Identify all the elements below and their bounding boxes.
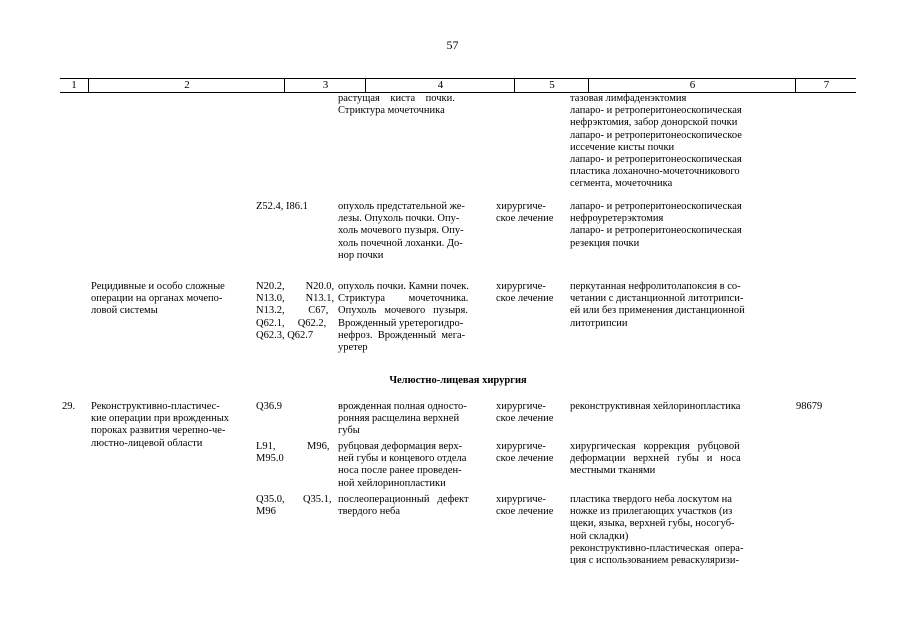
text-line: ское лечение: [496, 413, 554, 425]
text-line: ция с использованием реваскуляризи-: [570, 555, 739, 567]
text-line: ское лечение: [496, 506, 554, 518]
text-line: ское лечение: [496, 453, 554, 465]
text-line: хирургиче-: [496, 281, 546, 292]
procedure-name-cell: [91, 401, 229, 450]
text-line: литотрипсии: [570, 317, 628, 329]
text-line: ское лечение: [496, 213, 554, 225]
text-line: Z52.4, I86.1: [256, 201, 308, 212]
text-line: ной хейлоринопластики: [338, 477, 446, 489]
text-line: уретер: [338, 342, 368, 354]
text-line: L91, M96,: [256, 441, 330, 452]
text-line: лапаро- и ретроперитонеоскопическая: [570, 154, 742, 166]
method-cell: [570, 281, 745, 330]
section-title: Челюстно-лицевая хирургия: [389, 375, 527, 386]
diagnosis-cell: [338, 281, 469, 354]
text-line: деформации верхней губы и носа: [570, 453, 741, 465]
header-col-6: 6: [588, 79, 796, 92]
treatment-type-cell: [496, 201, 553, 225]
text-line: холь почечной лоханки. До-: [338, 237, 463, 249]
text-line: лапаро- и ретроперитонеоскопическое: [570, 129, 742, 141]
text-line: хирургиче-: [496, 201, 546, 212]
text-line: четании с дистанционной литотрипси-: [570, 293, 744, 305]
diagnosis-cell: [338, 93, 455, 117]
text-line: 98679: [796, 401, 823, 412]
text-line: люстно-лицевой области: [91, 437, 203, 449]
text-line: ское лечение: [496, 293, 554, 305]
cost-cell: [796, 401, 822, 413]
page-number: 57: [446, 38, 459, 52]
method-cell: [570, 441, 741, 478]
text-line: хирургиче-: [496, 441, 546, 452]
text-line: резекция почки: [570, 237, 640, 249]
text-line: Реконструктивно-пластичес-: [91, 401, 220, 412]
text-line: тазовая лимфаденэктомия: [570, 93, 687, 104]
text-line: Q62.1, Q62.2,: [256, 317, 327, 329]
text-line: хирургиче-: [496, 401, 546, 412]
text-line: Врожденный уретерогидро-: [338, 317, 464, 329]
diagnosis-cell: [338, 494, 469, 518]
icd-codes-cell: [256, 401, 282, 413]
text-line: холь мочевого пузыря. Опу-: [338, 225, 464, 237]
treatment-type-cell: [496, 441, 553, 465]
text-line: Q36.9: [256, 401, 282, 412]
header-col-1: 1: [71, 79, 77, 91]
text-line: M95.0: [256, 453, 284, 465]
text-line: местными тканями: [570, 465, 656, 477]
method-cell: [570, 494, 743, 567]
text-line: лапаро- и ретроперитонеоскопическая: [570, 201, 742, 212]
text-line: опухоль предстательной же-: [338, 201, 465, 212]
text-line: N20.2, N20.0,: [256, 281, 335, 292]
text-line: Опухоль мочевого пузыря.: [338, 305, 468, 317]
text-line: лапаро- и ретроперитонеоскопическая: [570, 105, 742, 117]
text-line: Q35.0, Q35.1,: [256, 494, 332, 505]
text-line: пластика лоханочно-мочеточникового: [570, 166, 740, 178]
text-line: щеки, языка, верхней губы, носогуб-: [570, 518, 735, 530]
text-line: ней губы и концевого отдела: [338, 453, 467, 465]
text-line: иссечение кисты почки: [570, 141, 675, 153]
icd-codes-cell: [256, 281, 334, 342]
text-line: хирургиче-: [496, 494, 546, 505]
text-line: ловой системы: [91, 305, 158, 317]
text-line: 29.: [62, 401, 76, 412]
text-line: лезы. Опухоль почки. Опу-: [338, 213, 460, 225]
diagnosis-cell: [338, 401, 467, 438]
header-col-7: 7: [795, 79, 857, 92]
header-col-2: 2: [88, 79, 285, 92]
text-line: N13.2, C67,: [256, 305, 329, 317]
text-line: носа после ранее проведен-: [338, 465, 462, 477]
text-line: нефрэктомия, забор донорской почки: [570, 117, 738, 129]
text-line: губы: [338, 425, 360, 437]
text-line: ей или без применения дистанционной: [570, 305, 745, 317]
text-line: Рецидивные и особо сложные: [91, 281, 225, 292]
icd-codes-cell: [256, 441, 330, 465]
icd-codes-cell: [256, 494, 332, 518]
method-cell: [570, 93, 742, 191]
text-line: сегмента, мочеточника: [570, 178, 673, 190]
text-line: пластика твердого неба лоскутом на: [570, 494, 732, 505]
text-line: кие операции при врожденных: [91, 413, 230, 425]
text-line: N13.0, N13.1,: [256, 293, 335, 305]
row-number-cell: [62, 401, 75, 413]
text-line: операции на органах мочепо-: [91, 293, 223, 305]
treatment-type-cell: [496, 401, 553, 425]
text-line: нор почки: [338, 249, 384, 261]
table-header-row: [60, 78, 856, 93]
text-line: растущая киста почки.: [338, 93, 455, 104]
treatment-type-cell: [496, 494, 553, 518]
diagnosis-cell: [338, 201, 465, 262]
text-line: перкутанная нефролитолапоксия в со-: [570, 281, 741, 292]
procedure-name-cell: [91, 281, 225, 318]
text-line: нефроуретерэктомия: [570, 213, 664, 225]
method-cell: [570, 201, 742, 250]
treatment-type-cell: [496, 281, 553, 305]
text-line: опухоль почки. Камни почек.: [338, 281, 469, 292]
text-line: врожденная полная односто-: [338, 401, 467, 412]
header-col-4: 4: [365, 79, 515, 92]
text-line: M96: [256, 506, 276, 518]
text-line: Стриктура мочеточника.: [338, 293, 469, 305]
text-line: нефроз. Врожденный мега-: [338, 329, 466, 341]
text-line: Стриктура мочеточника: [338, 105, 445, 117]
text-line: реконструктивная хейлоринопластика: [570, 401, 741, 412]
text-line: твердого неба: [338, 506, 401, 518]
text-line: реконструктивно-пластическая опера-: [570, 542, 744, 554]
header-col-5: 5: [514, 79, 589, 92]
text-line: лапаро- и ретроперитонеоскопическая: [570, 225, 742, 237]
icd-codes-cell: [256, 201, 308, 213]
header-col-3: 3: [284, 79, 366, 92]
text-line: ронняя расщелина верхней: [338, 413, 460, 425]
text-line: пороках развития черепно-че-: [91, 425, 226, 437]
method-cell: [570, 401, 740, 413]
diagnosis-cell: [338, 441, 466, 490]
text-line: ножке из прилегающих участков (из: [570, 506, 733, 518]
text-line: хирургическая коррекция рубцовой: [570, 441, 740, 452]
text-line: ной складки): [570, 530, 629, 542]
text-line: рубцовая деформация верх-: [338, 441, 463, 452]
text-line: Q62.3, Q62.7: [256, 329, 314, 341]
text-line: послеоперационный дефект: [338, 494, 469, 505]
